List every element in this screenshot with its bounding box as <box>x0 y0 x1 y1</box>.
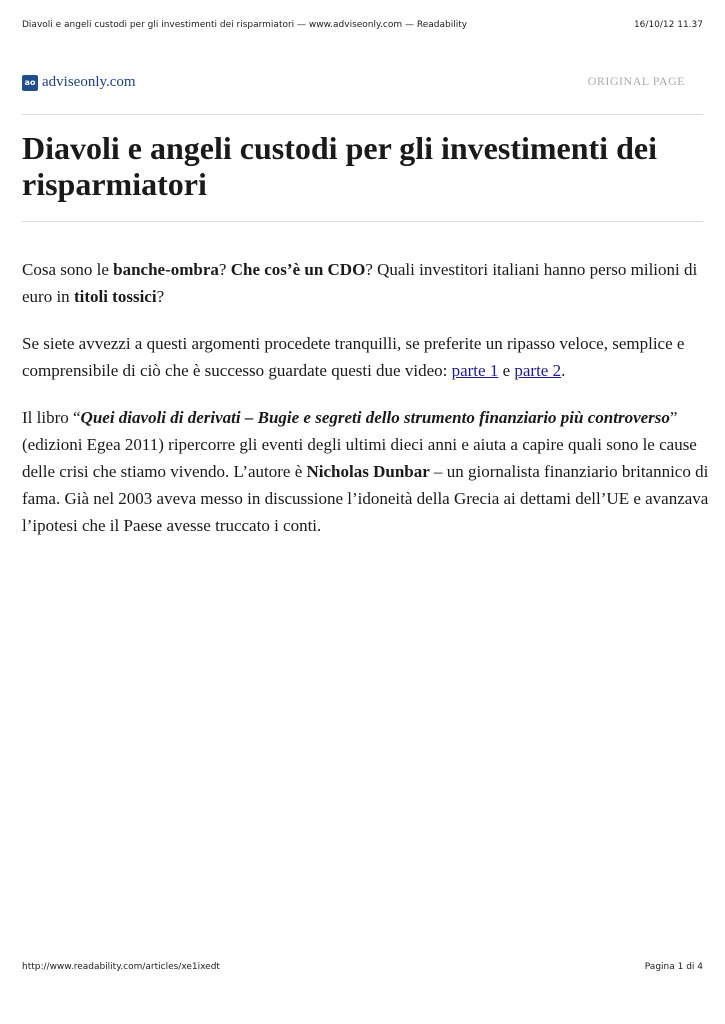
top-divider <box>22 114 703 115</box>
print-header <box>22 20 703 30</box>
paragraph-2 <box>22 330 712 384</box>
bold-text: Che cos’è un CDO <box>230 260 366 279</box>
print-footer <box>22 962 703 972</box>
site-name: adviseonly.com <box>42 74 136 90</box>
author-name: Nicholas Dunbar <box>306 462 430 481</box>
text: Il libro “ <box>22 408 81 427</box>
original-page-link[interactable]: ORIGINAL PAGE <box>587 74 685 88</box>
bold-text: titoli tossici <box>73 287 157 306</box>
title-divider <box>22 221 703 222</box>
print-header-datetime: 16/10/12 11.37 <box>633 20 703 30</box>
print-header-title: Diavoli e angeli custodi per gli investimenti dei risparmiatori — www.adviseonly.com — Readability <box>22 20 468 30</box>
text: e <box>498 361 515 380</box>
text: ” (edizioni Egea 2011) ripercorre gli eventi degli ultimi dieci anni e aiuta a capire quali sono le cause delle crisi che stiamo vivendo. L’autore è <box>22 408 697 481</box>
site-bar <box>22 72 703 96</box>
video-part-1-link[interactable]: parte 1 <box>451 361 499 380</box>
text: Cosa sono le <box>22 260 114 279</box>
text: ? <box>156 287 165 306</box>
bold-text: banche-ombra <box>113 260 219 279</box>
adviseonly-logo-icon: ao <box>22 75 38 91</box>
paragraph-1 <box>22 256 712 310</box>
text: ? Quali investitori italiani hanno perso milioni di euro in <box>22 260 698 306</box>
text: Se siete avvezzi a questi argomenti procedete tranquilli, se preferite un ripasso veloce, semplice e comprensibile di ciò che è successo guardate questi due video: <box>22 334 685 380</box>
print-footer-page: Pagina 1 di 4 <box>644 962 703 972</box>
video-part-2-link[interactable]: parte 2 <box>514 361 562 380</box>
article-title: Diavoli e angeli custodi per gli investimenti dei risparmiatori <box>22 130 657 202</box>
text: . <box>561 361 566 380</box>
paragraph-3 <box>22 404 712 539</box>
print-footer-url: http://www.readability.com/articles/xe1ixedt <box>22 962 220 972</box>
text: – un giornalista finanziario britannico di fama. Già nel 2003 aveva messo in discussione l’idoneità della Grecia ai dettami dell’UE e avanzava l’ipotesi che il Paese avesse truccato i conti. <box>22 462 709 535</box>
book-title: Quei diavoli di derivati – Bugie e segreti dello strumento finanziario più controverso <box>80 408 670 427</box>
text: ? <box>218 260 231 279</box>
site-logo-link[interactable] <box>22 74 136 91</box>
article-body <box>22 256 712 559</box>
